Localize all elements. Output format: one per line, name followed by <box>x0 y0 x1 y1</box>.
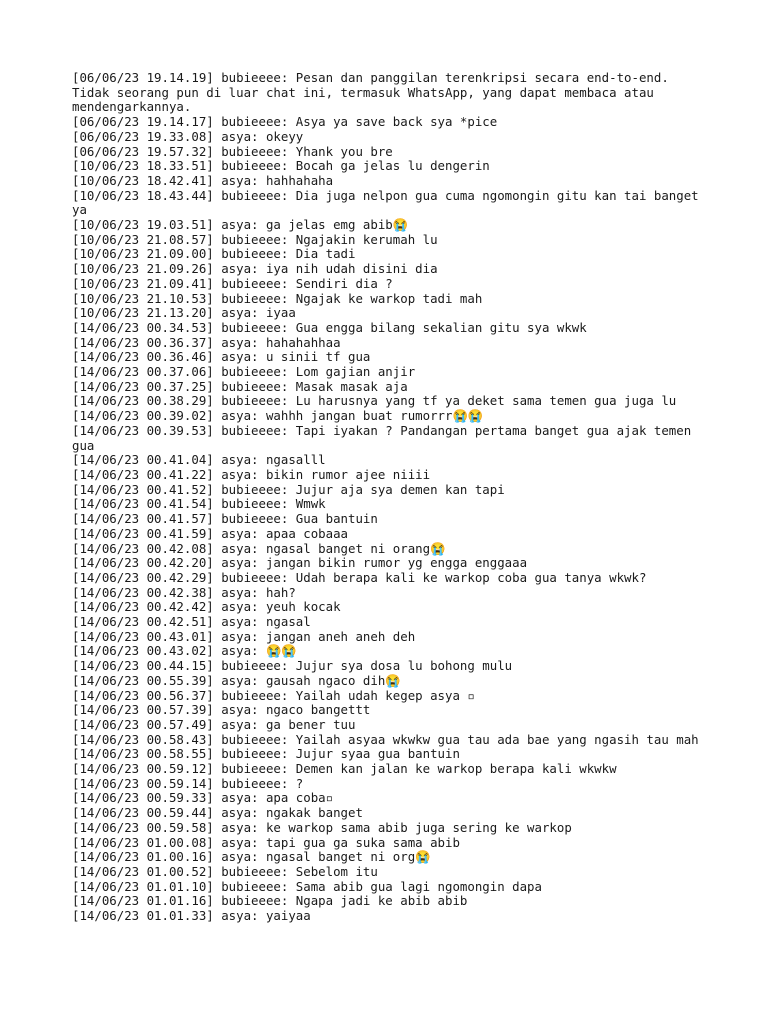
chat-line: [14/06/23 00.42.08] asya: ngasal banget ni orang😭 <box>72 540 446 556</box>
chat-line: [14/06/23 00.41.57] bubieeee: Gua bantuin <box>72 511 378 527</box>
chat-line: [14/06/23 00.59.12] bubieeee: Demen kan jalan ke warkop berapa kali wkwkw <box>72 761 617 777</box>
chat-line: [14/06/23 00.59.44] asya: ngakak banget <box>72 805 363 821</box>
chat-line: [14/06/23 01.00.52] bubieeee: Sebelom itu <box>72 863 378 879</box>
chat-line: [14/06/23 01.01.16] bubieeee: Ngapa jadi ke abib abib <box>72 893 468 909</box>
chat-line: [14/06/23 00.57.39] asya: ngaco bangettt <box>72 702 371 718</box>
chat-line: [06/06/23 19.14.17] bubieeee: Asya ya save back sya *pice <box>72 114 498 130</box>
chat-line: [10/06/23 21.08.57] bubieeee: Ngajakin kerumah lu <box>72 231 438 247</box>
chat-line: [14/06/23 01.00.16] asya: ngasal banget ni org😭 <box>72 849 431 865</box>
chat-line: [10/06/23 18.33.51] bubieeee: Bocah ga jelas lu dengerin <box>72 158 490 174</box>
chat-line: [14/06/23 00.55.39] asya: gausah ngaco dih😭 <box>72 672 401 688</box>
chat-line: [14/06/23 00.41.04] asya: ngasalll <box>72 452 326 468</box>
chat-line: [14/06/23 00.42.29] bubieeee: Udah berapa kali ke warkop coba gua tanya wkwk? <box>72 569 647 585</box>
chat-line: [14/06/23 00.43.02] asya: 😭😭 <box>72 643 297 659</box>
chat-line: [14/06/23 00.37.06] bubieeee: Lom gajian anjir <box>72 364 416 380</box>
chat-line: [06/06/23 19.14.19] bubieeee: Pesan dan panggilan terenkripsi secara end-to-end. Tidak seorang pun di luar chat ini, termasuk WhatsApp, yang dapat membaca atau mendengarkannya. <box>72 70 677 115</box>
chat-line: [14/06/23 00.42.20] asya: jangan bikin rumor yg engga enggaaa <box>72 555 528 571</box>
chat-line: [14/06/23 00.58.43] bubieeee: Yailah asyaa wkwkw gua tau ada bae yang ngasih tau mah <box>72 731 699 747</box>
chat-line: [10/06/23 19.03.51] asya: ga jelas emg abib😭 <box>72 217 409 233</box>
chat-line: [06/06/23 19.57.32] bubieeee: Yhank you bre <box>72 143 393 159</box>
chat-line: [10/06/23 21.13.20] asya: iyaa <box>72 305 296 321</box>
chat-line: [14/06/23 00.41.59] asya: apaa cobaaa <box>72 525 349 541</box>
chat-line: [14/06/23 00.58.55] bubieeee: Jujur syaa gua bantuin <box>72 746 460 762</box>
chat-line: [14/06/23 00.42.42] asya: yeuh kocak <box>72 599 341 615</box>
chat-line: [14/06/23 00.39.02] asya: wahhh jangan buat rumorrr😭😭 <box>72 408 484 424</box>
chat-line: [10/06/23 21.09.00] bubieeee: Dia tadi <box>72 246 356 262</box>
chat-line: [14/06/23 00.56.37] bubieeee: Yailah udah kegep asya ▫ <box>72 687 475 703</box>
chat-line: [14/06/23 00.39.53] bubieeee: Tapi iyakan ? Pandangan pertama banget gua ajak temen gua <box>72 422 699 453</box>
chat-line: [14/06/23 00.59.14] bubieeee: ? <box>72 775 304 791</box>
chat-line: [14/06/23 01.01.10] bubieeee: Sama abib gua lagi ngomongin dapa <box>72 878 542 894</box>
chat-line: [10/06/23 21.10.53] bubieeee: Ngajak ke warkop tadi mah <box>72 290 483 306</box>
chat-log <box>72 70 707 924</box>
chat-line: [10/06/23 18.43.44] bubieeee: Dia juga nelpon gua cuma ngomongin gitu kan tai banget ya <box>72 187 707 218</box>
chat-line: [14/06/23 00.57.49] asya: ga bener tuu <box>72 716 356 732</box>
chat-line: [14/06/23 00.42.51] asya: ngasal <box>72 614 311 630</box>
chat-line: [10/06/23 21.09.26] asya: iya nih udah disini dia <box>72 261 438 277</box>
chat-line: [14/06/23 00.59.33] asya: apa coba▫ <box>72 790 334 806</box>
chat-line: [14/06/23 00.36.46] asya: u sinii tf gua <box>72 349 371 365</box>
chat-line: [14/06/23 00.41.54] bubieeee: Wmwk <box>72 496 326 512</box>
chat-line: [14/06/23 00.42.38] asya: hah? <box>72 584 296 600</box>
chat-line: [06/06/23 19.33.08] asya: okeyy <box>72 128 304 144</box>
chat-line: [14/06/23 00.43.01] asya: jangan aneh aneh deh <box>72 628 416 644</box>
chat-line: [14/06/23 00.41.22] asya: bikin rumor ajee niiii <box>72 466 431 482</box>
chat-line: [14/06/23 00.38.29] bubieeee: Lu harusnya yang tf ya deket sama temen gua juga lu <box>72 393 677 409</box>
chat-line: [14/06/23 00.36.37] asya: hahahahhaa <box>72 334 341 350</box>
chat-line: [14/06/23 00.44.15] bubieeee: Jujur sya dosa lu bohong mulu <box>72 658 513 674</box>
chat-line: [14/06/23 01.00.08] asya: tapi gua ga suka sama abib <box>72 834 460 850</box>
chat-line: [14/06/23 00.41.52] bubieeee: Jujur aja sya demen kan tapi <box>72 481 505 497</box>
chat-line: [14/06/23 00.37.25] bubieeee: Masak masak aja <box>72 378 408 394</box>
chat-line: [10/06/23 18.42.41] asya: hahhahaha <box>72 172 334 188</box>
chat-line: [14/06/23 01.01.33] asya: yaiyaa <box>72 908 311 924</box>
chat-line: [14/06/23 00.34.53] bubieeee: Gua engga bilang sekalian gitu sya wkwk <box>72 319 587 335</box>
chat-line: [14/06/23 00.59.58] asya: ke warkop sama abib juga sering ke warkop <box>72 819 572 835</box>
chat-line: [10/06/23 21.09.41] bubieeee: Sendiri dia ? <box>72 275 393 291</box>
